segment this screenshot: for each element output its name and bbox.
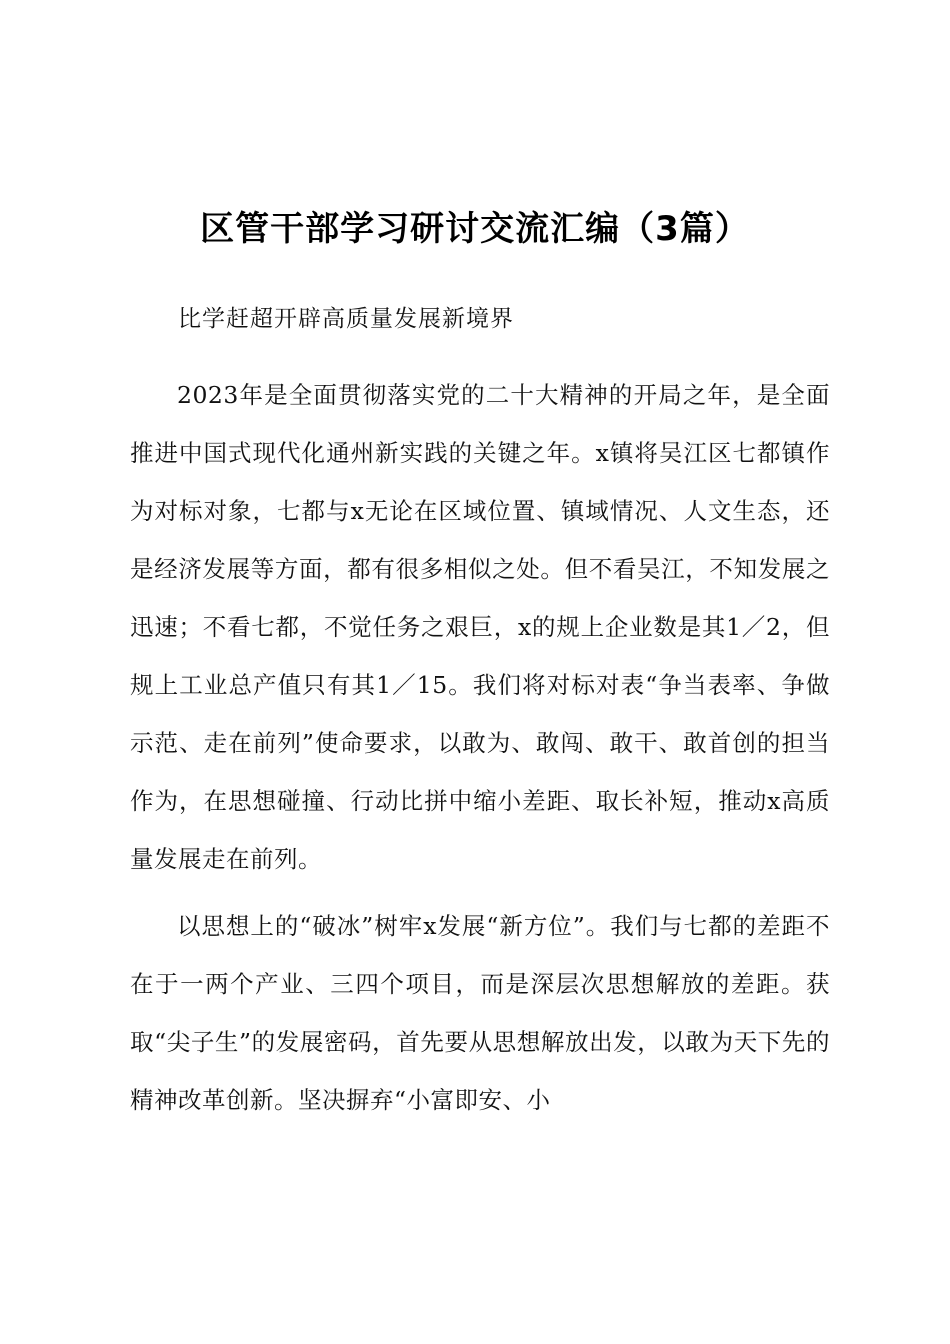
- body-paragraph: 以思想上的“破冰”树牢x发展“新方位”。我们与七都的差距不在于一两个产业、三四个项目，而是深层次思想解放的差距。获取“尖子生”的发展密码，首先要从思想解放出发，以敢为天下先的精神改革创新。坚决摒弃“小富即安、小: [130, 912, 830, 1114]
- document-title: 区管干部学习研讨交流汇编（3篇）: [200, 209, 750, 249]
- article-subtitle: 比学赶超开辟高质量发展新境界: [178, 306, 514, 332]
- body-paragraph: 2023年是全面贯彻落实党的二十大精神的开局之年，是全面推进中国式现代化通州新实践的关键之年。x镇将吴江区七都镇作为对标对象，七都与x无论在区域位置、镇域情况、人文生态，还是经济发展等方面，都有很多相似之处。但不看吴江，不知发展之迅速；不看七都，不觉任务之艰巨，x的规上企业数是其1／2，但规上工业总产值只有其1／15。我们将对标对表“争当表率、争做示范、走在前列”使命要求，以敢为、敢闯、敢干、敢首创的担当作为，在思想碰撞、行动比拼中缩小差距、取长补短，推动x高质量发展走在前列。: [130, 381, 830, 873]
